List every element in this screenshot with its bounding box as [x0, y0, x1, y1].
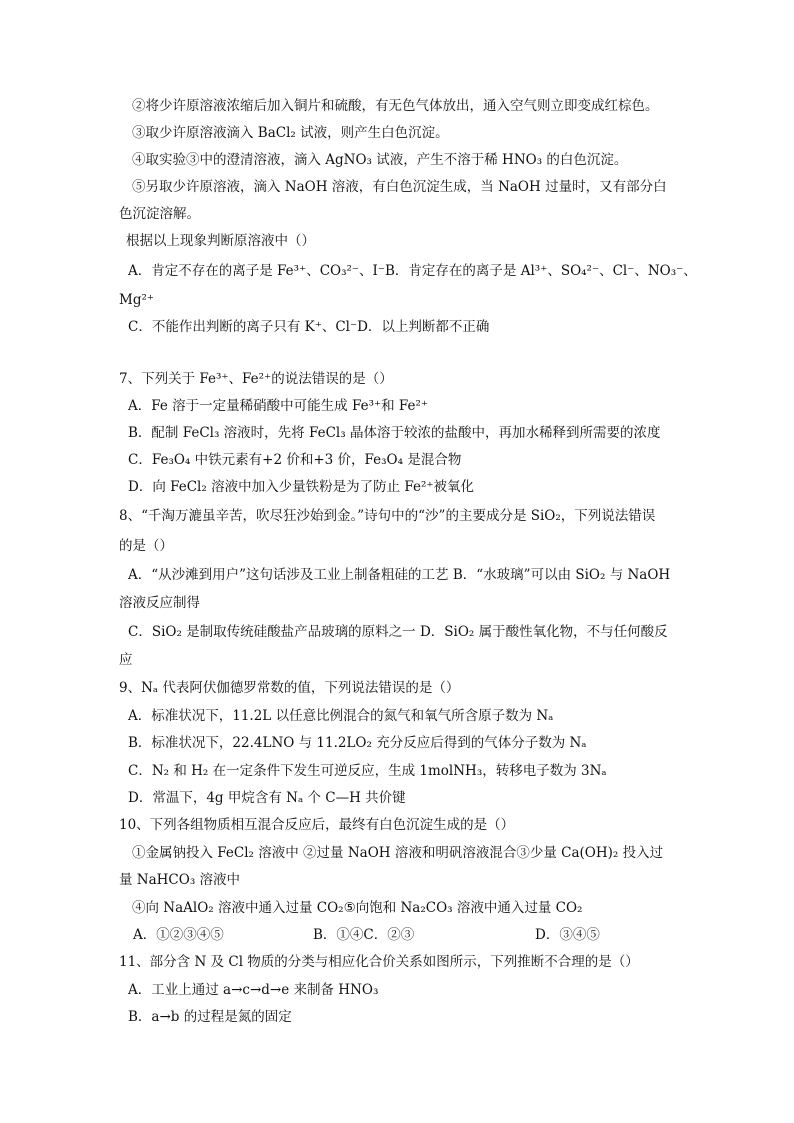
q7-option-c: C．Fe₃O₄ 中铁元素有+2 价和+3 价，Fe₃O₄ 是混合物 [128, 452, 462, 468]
q10-items-1: ①金属钠投入 FeCl₂ 溶液中 ②过量 NaOH 溶液和明矾溶液混合③少量 Ca(OH)₂ 投入过 [132, 845, 664, 861]
q8-stem: 8、“千淘万漉虽辛苦，吹尽狂沙始到金。”诗句中的“沙”的主要成分是 SiO₂，下列说法错误 [119, 508, 656, 524]
q6-item-4: ④取实验③中的澄清溶液，滴入 AgNO₃ 试液，产生不溶于稀 HNO₃ 的白色沉淀。 [132, 152, 628, 168]
q10-option-d: D．③④⑤ [535, 927, 600, 943]
q11-stem: 11、部分含 N 及 Cl 物质的分类与相应化合价关系如图所示，下列推断不合理的是（） [119, 954, 639, 970]
q9-stem: 9、Nₐ 代表阿伏伽德罗常数的值，下列说法错误的是（） [119, 680, 460, 696]
q9-option-a: A．标准状况下，11.2L 以任意比例混合的氮气和氧气所含原子数为 Nₐ [128, 708, 554, 724]
q7-option-a: A．Fe 溶于一定量稀硝酸中可能生成 Fe³⁺和 Fe²⁺ [128, 398, 429, 414]
q9-option-d: D．常温下，4g 甲烷含有 Nₐ 个 C—H 共价键 [128, 790, 406, 806]
q6-item-5-cont: 色沉淀溶解。 [119, 206, 200, 222]
q6-item-2: ②将少许原溶液浓缩后加入铜片和硫酸，有无色气体放出，通入空气则立即变成红棕色。 [132, 98, 659, 114]
q8-option-b-cont: 溶液反应制得 [119, 595, 200, 611]
q6-item-3: ③取少许原溶液滴入 BaCl₂ 试液，则产生白色沉淀。 [132, 125, 449, 141]
q6-item-5: ⑤另取少许原溶液，滴入 NaOH 溶液，有白色沉淀生成，当 NaOH 过量时，又有部分白 [132, 179, 667, 195]
q8-stem-cont: 的是（） [119, 538, 173, 554]
q10-items-2: ④向 NaAlO₂ 溶液中通入过量 CO₂⑤向饱和 Na₂CO₃ 溶液中通入过量 CO₂ [132, 900, 583, 916]
q8-option-cd: C．SiO₂ 是制取传统硅酸盐产品玻璃的原料之一 D．SiO₂ 属于酸性氧化物，不与任何酸反 [128, 624, 668, 640]
q9-option-c: C．N₂ 和 H₂ 在一定条件下发生可逆反应，生成 1molNH₃，转移电子数为 3Nₐ [128, 763, 607, 779]
q6-stem: 根据以上现象判断原溶液中（） [126, 233, 315, 249]
q10-option-bc: B．①④C．②③ [313, 927, 415, 943]
q7-option-b: B．配制 FeCl₃ 溶液时，先将 FeCl₃ 晶体溶于较浓的盐酸中，再加水稀释到所需要的浓度 [128, 425, 661, 441]
q6-option-cd: C．不能作出判断的离子只有 K⁺、Cl⁻D．以上判断都不正确 [128, 319, 490, 335]
q11-option-b: B．a→b 的过程是氮的固定 [128, 1009, 292, 1025]
q7-option-d: D．向 FeCl₂ 溶液中加入少量铁粉是为了防止 Fe²⁺被氧化 [128, 479, 475, 495]
q11-option-a: A．工业上通过 a→c→d→e 来制备 HNO₃ [128, 982, 379, 998]
q10-option-a: A．①②③④⑤ [133, 927, 224, 943]
q9-option-b: B．标准状况下，22.4LNO 与 11.2LO₂ 充分反应后得到的气体分子数为 Nₐ [128, 735, 587, 751]
q10-items-1-cont: 量 NaHCO₃ 溶液中 [119, 872, 241, 888]
q6-option-ab: A．肯定不存在的离子是 Fe³⁺、CO₃²⁻、I⁻B．肯定存在的离子是 Al³⁺、SO₄²⁻、Cl⁻、NO₃⁻、 [128, 263, 697, 279]
q8-option-d-cont: 应 [119, 652, 133, 668]
q8-option-ab: A．“从沙滩到用户”这句话涉及工业上制备粗硅的工艺 B．“水玻璃”可以由 SiO₂ 与 NaOH [128, 567, 671, 583]
q6-option-b-cont: Mg²⁺ [119, 292, 155, 308]
q10-stem: 10、下列各组物质相互混合反应后，最终有白色沉淀生成的是（） [119, 817, 515, 833]
q7-stem: 7、下列关于 Fe³⁺、Fe²⁺的说法错误的是（） [119, 371, 393, 387]
